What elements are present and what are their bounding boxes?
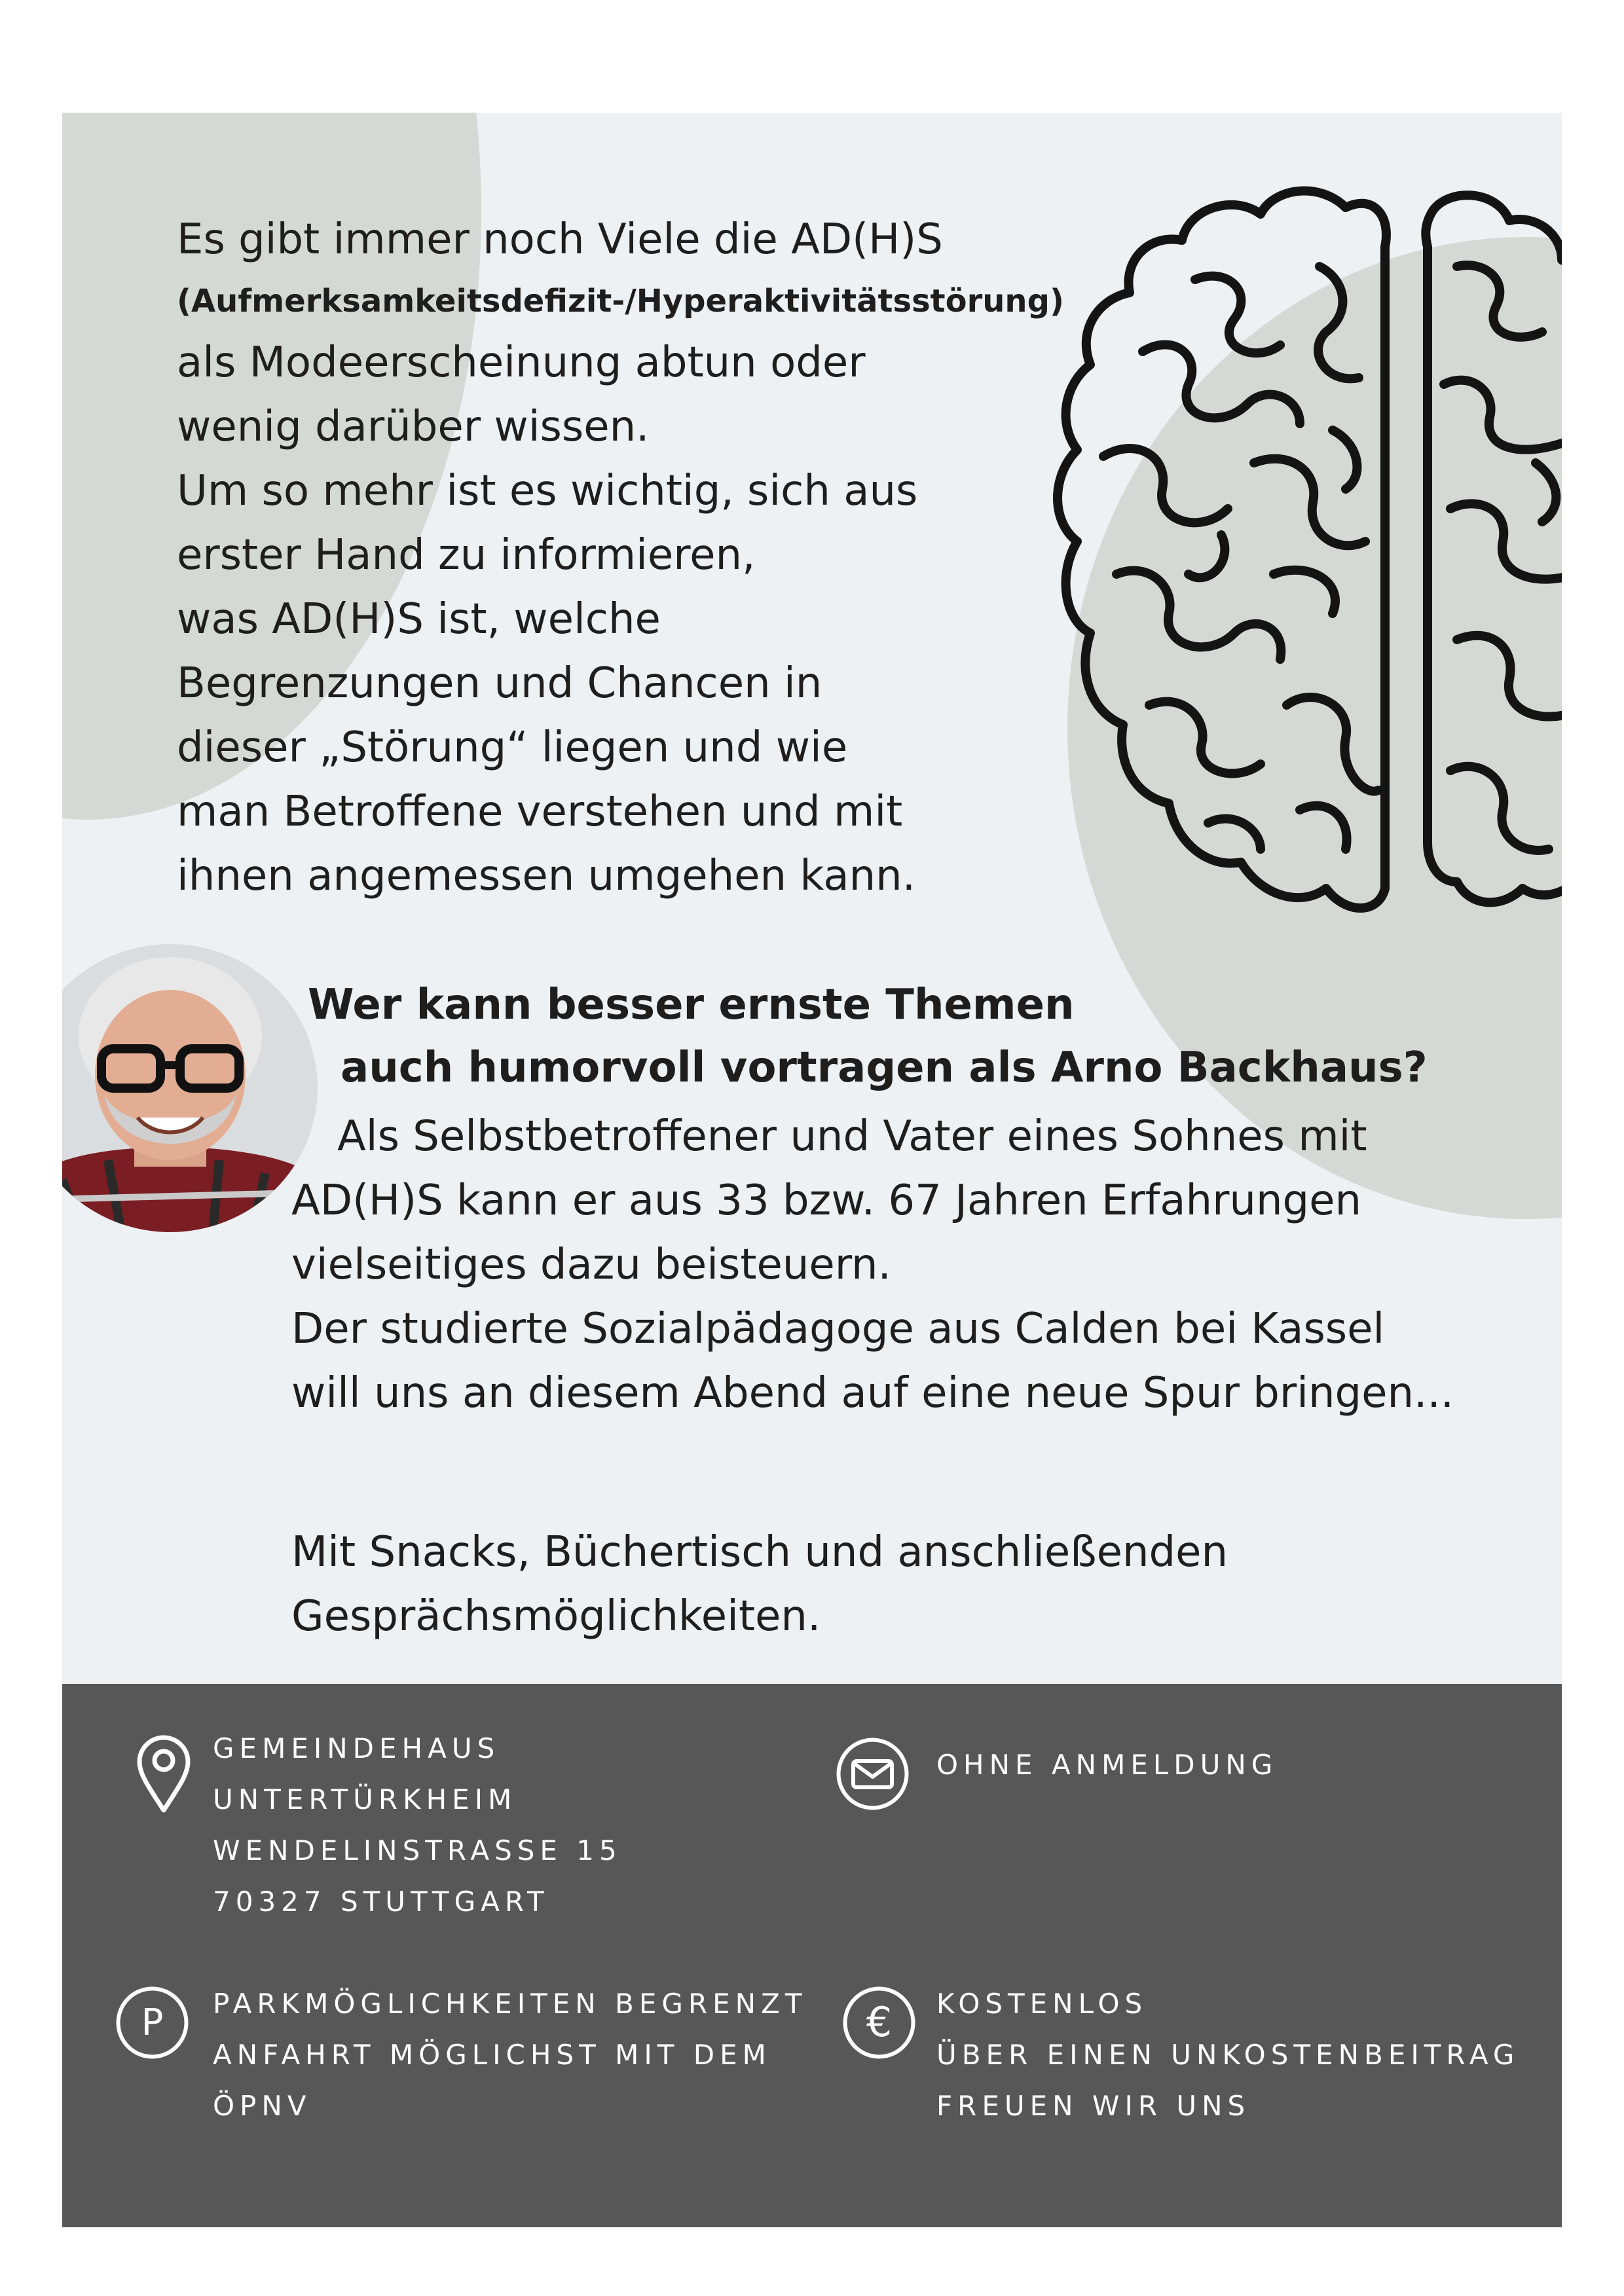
euro-icon — [841, 1985, 917, 2060]
map-pin-icon — [134, 1733, 193, 1815]
bio-line: vielseitiges dazu beisteuern. — [291, 1241, 891, 1289]
location-info — [213, 1723, 622, 1927]
parking-line: ANFAHRT MÖGLICHST MIT DEM — [213, 2039, 771, 2071]
location-line: 70327 STUTTGART — [213, 1886, 549, 1918]
parking-info — [213, 1978, 807, 2132]
mail-icon — [835, 1736, 910, 1812]
intro-line: ihnen angemessen umgehen kann. — [177, 852, 916, 900]
bio-line: Der studierte Sozialpädagoge aus Calden bei Kassel — [291, 1305, 1385, 1353]
euro-icon-symbol: € — [866, 1998, 893, 2046]
intro-line: dieser „Störung“ liegen und wie — [177, 723, 848, 772]
intro-line: Begrenzungen und Chancen in — [177, 659, 822, 708]
cost-line: FREUEN WIR UNS — [936, 2090, 1251, 2122]
intro-line: erster Hand zu informieren, — [177, 531, 756, 579]
cost-line: ÜBER EINEN UNKOSTENBEITRAG — [936, 2039, 1520, 2071]
location-line: GEMEINDEHAUS — [213, 1732, 500, 1764]
bio-line: will uns an diesem Abend auf eine neue Spur bringen... — [291, 1369, 1454, 1417]
registration-info — [936, 1740, 1278, 1791]
extras-line: Mit Snacks, Büchertisch und anschließenden — [291, 1528, 1228, 1576]
registration-line: OHNE ANMELDUNG — [936, 1749, 1278, 1781]
intro-line: Um so mehr ist es wichtig, sich aus — [177, 467, 918, 515]
headline-line: Wer kann besser ernste Themen — [308, 981, 1075, 1029]
cost-info — [936, 1978, 1519, 2132]
flyer-sheet — [62, 113, 1562, 2227]
intro-line: Es gibt immer noch Viele die AD(H)S — [177, 215, 943, 264]
bio-line: AD(H)S kann er aus 33 bzw. 67 Jahren Erfahrungen — [291, 1176, 1362, 1225]
intro-line: was AD(H)S ist, welche — [177, 595, 661, 644]
parking-icon-letter: P — [141, 2001, 164, 2044]
intro-text — [177, 208, 1159, 908]
bio-line: Als Selbstbetroffener und Vater eines Sohnes mit — [337, 1112, 1367, 1161]
intro-line: als Modeerscheinung abtun oder — [177, 338, 866, 387]
parking-icon — [115, 1985, 190, 2060]
intro-line: wenig darüber wissen. — [177, 403, 650, 451]
location-line: UNTERTÜRKHEIM — [213, 1783, 517, 1815]
speaker-portrait — [62, 944, 318, 1232]
intro-line-definition: (Aufmerksamkeitsdefizit-/Hyperaktivitätsstörung) — [177, 283, 1064, 319]
cost-line: KOSTENLOS — [936, 1988, 1148, 2020]
intro-line: man Betroffene verstehen und mit — [177, 788, 903, 836]
parking-line: ÖPNV — [213, 2090, 312, 2122]
parking-line: PARKMÖGLICHKEITEN BEGRENZT — [213, 1988, 807, 2020]
location-line: WENDELINSTRASSE 15 — [213, 1834, 622, 1867]
headline — [308, 974, 1519, 1099]
headline-line: auch humorvoll vortragen als Arno Backhaus? — [341, 1044, 1428, 1092]
extras-line: Gesprächsmöglichkeiten. — [291, 1592, 821, 1641]
speaker-bio — [291, 1104, 1536, 1425]
info-footer — [62, 1684, 1562, 2227]
extras-text — [291, 1520, 1536, 1649]
